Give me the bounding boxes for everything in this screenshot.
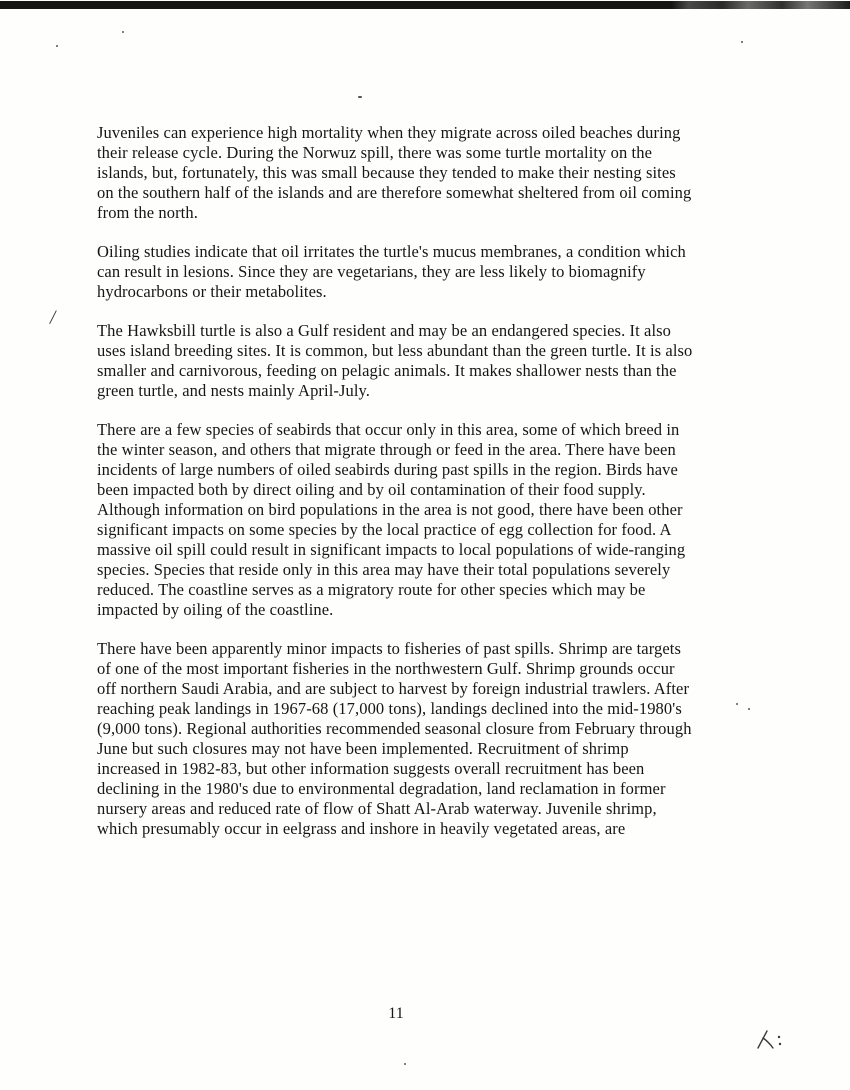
paragraph-seabirds: There are a few species of seabirds that occur only in this area, some of which breed in the winter season, and others that migrate through or feed in the area. There have been incidents of large numbers of oiled seabirds during past spills in the region. Birds have been impacted both by direct oiling and by oil contamination of their food supply. Although information on bird populations in the area is not good, there have been other significant impacts on some species by the local practice of egg collection for food. A massive oil spill could result in significant impacts to local populations of wide-ranging species. Species that reside only in this area may have their total populations severely reduced. The coastline serves as a migratory route for other species which may be impacted by oiling of the coastline. [97, 420, 686, 619]
handwriting-strokes-icon [754, 1028, 784, 1052]
document-body [97, 123, 695, 858]
scan-speck [741, 41, 743, 43]
scan-speck [404, 1063, 406, 1065]
scan-speck [358, 96, 362, 98]
scan-speck [122, 31, 124, 33]
handwritten-mark [754, 1028, 784, 1057]
page-number: 11 [388, 1005, 404, 1022]
scan-speck [56, 45, 58, 47]
scan-artifact-slash: / [48, 304, 58, 330]
scan-speck [748, 708, 750, 710]
paragraph-hawksbill-turtle: The Hawksbill turtle is also a Gulf resident and may be an endangered species. It also uses island breeding sites. It is common, but less abundant than the green turtle. It is also smaller and carnivorous, feeding on pelagic animals. It makes shallower nests than the green turtle, and nests mainly April-July. [97, 321, 693, 400]
paragraph-oiling-studies: Oiling studies indicate that oil irritates the turtle's mucus membranes, a condition which can result in lesions. Since they are vegetarians, they are less likely to biomagnify hydrocarbons or their metabolites. [97, 242, 686, 301]
scan-speck [736, 703, 738, 705]
paragraph-fisheries: There have been apparently minor impacts to fisheries of past spills. Shrimp are targets of one of the most important fisheries in the northwestern Gulf. Shrimp grounds occur off northern Saudi Arabia, and are subject to harvest by foreign industrial trawlers. After reaching peak landings in 1967-68 (17,000 tons), landings declined into the mid-1980's (9,000 tons). Regional authorities recommended seasonal closure from February through June but such closures may not have been implemented. Recruitment of shrimp increased in 1982-83, but other information suggests overall recruitment has been declining in the 1980's due to environmental degradation, land reclamation in former nursery areas and reduced rate of flow of Shatt Al-Arab waterway. Juvenile shrimp, which presumably occur in eelgrass and inshore in heavily vegetated areas, are [97, 639, 692, 838]
scan-artifact-top-bar [0, 1, 850, 9]
paragraph-juvenile-mortality: Juveniles can experience high mortality when they migrate across oiled beaches during their release cycle. During the Norwuz spill, there was some turtle mortality on the islands, but, fortunately, this was small because they tended to make their nesting sites on the southern half of the islands and are therefore somewhat sheltered from oil coming from the north. [97, 123, 692, 222]
